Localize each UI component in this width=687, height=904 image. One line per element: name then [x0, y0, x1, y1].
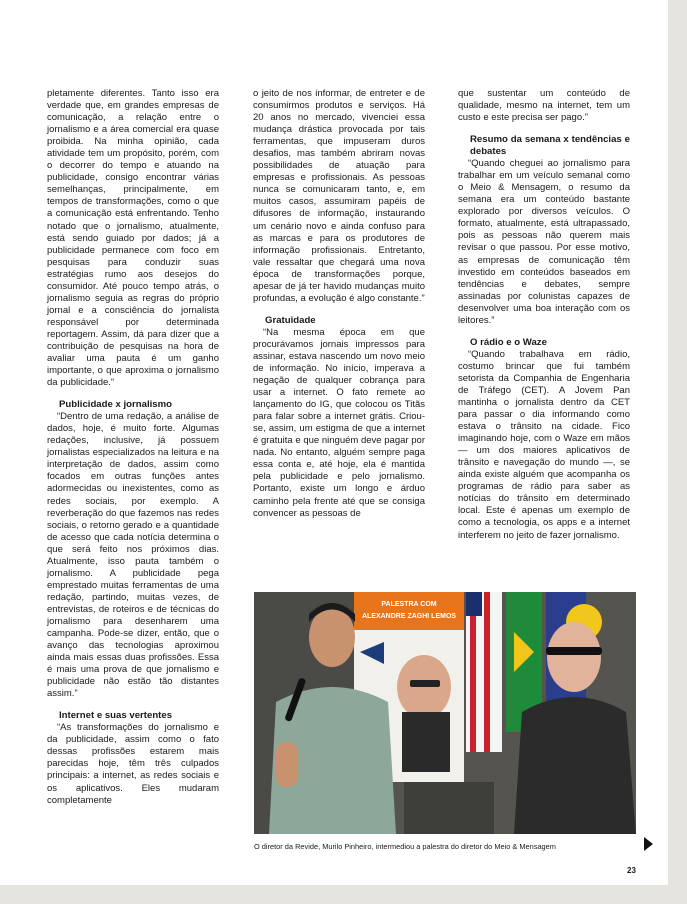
banner-text-2: ALEXANDRE ZAGHI LEMOS	[361, 613, 457, 620]
section-heading: Gratuidade	[265, 314, 316, 326]
paragraph: “Dentro de uma redação, a análise de dados, hoje, é muito forte. Algumas redações, inclusive, já possuem jornalistas especializados na leitura e na interpretação de dados, assim como focados em outras funções antes adormecidas ou inexistentes, como as redes sociais, por exemplo. A reverberação do que fazemos nas redes sociais, o retorno gerado e a quantidade de acesso que cada notícia determina o que será feito nos próximos dias. Atualmente, isso pauta também o jornalismo. A publicidade pega emprestado muitas ferramentas de uma redação, partindo, muitas vezes, de entrevistas, de roteiros e de técnicas do jornalismo para desenharem uma campanha. Pode-se dizer, então, que o avanço das tecnologias aproximou ainda mais essas duas profissões. Essa é mais uma prova de que jornalismo e publicidade não estão tão distantes assim.”	[47, 411, 219, 700]
section-heading: Publicidade x jornalismo	[59, 399, 173, 411]
paragraph: “As transformações do jornalismo e da publicidade, assim como o fato dessas profissões estarem mais parecidas hoje, têm três culpados principais: a internet, as redes sociais e os aplicativos. Eles mudaram completamente	[47, 722, 219, 806]
text-column-3	[458, 88, 630, 542]
page-number: 23	[627, 866, 636, 875]
paragraph: “Quando cheguei ao jornalismo para trabalhar em um veículo semanal como o Meio & Mensagem, o resumo da semana era um conteúdo bastante explorado por diversos veículos. O formato, atualmente, está ultrapassado, pois as pessoas não querem mais revisar o que passou. Por esse motivo, as empresas de comunicação têm investido em conteúdos baseados em tendências e debates, sempre assinadas por colunistas capazes de desenvolver uma boa interação com os leitores.”	[458, 158, 630, 326]
paragraph: “Quando trabalhava em rádio, costumo brincar que fui também setorista da Companhia de Engenharia de Tráfego (CET). A Jovem Pan mantinha o jornalista dentro da CET para passar o dia informando como estava o trânsito na cidade. Fico imaginando hoje, com o Waze em mãos — um dos maiores aplicativos de trânsito e navegação do mundo —, se ainda existe alguém que acompanha os programas de rádio para saber as notícias do trânsito em determinado local. Este é apenas um exemplo de como a tecnologia, os apps e a internet interferem no jeito de fazer jornalismo.	[458, 348, 630, 541]
paragraph: “Na mesma época em que procurávamos jornais impressos para assinar, estava nascendo um novo meio de informação. No início, imperava a negação de qualquer cobrança para usar a internet. O fato remete ao lançamento do IG, que colocou os Titãs para falar sobre a internet grátis. Criou-se, assim, um estigma de que a internet é gratuita e que ninguém deve pagar por nada. No entanto, alguém sempre paga essa conta e, até hoje, ela é mantida pela publicidade e pelo jornalismo. Portanto, existe um longo e árduo caminho pela frente até que se consiga convencer as pessoas de	[253, 326, 425, 519]
paragraph: que sustentar um conteúdo de qualidade, mesmo na internet, tem um custo e este precisa ser pago.”	[458, 88, 630, 124]
text-column-1	[47, 88, 219, 807]
banner-text-1: PALESTRA COM	[381, 601, 437, 608]
event-photo	[254, 592, 636, 834]
paragraph: o jeito de nos informar, de entreter e de consumirmos produtos e serviços. Há 20 anos no mercado, vivenciei essa mudança drástica provocada por tais ferramentas, que impuseram duros desafios, mas também abriram novas possibilidades de atuação para empresas e profissionais. As pessoas nunca se comunicaram tanto, e, em muitos casos, assumiram papéis de difusores de informação, instaurando um cenário novo e ainda confuso para as marcas e para os produtores de informação profissionais. Entretanto, vale ressaltar que chegará uma nova época de transformações porque, apesar de já ter havido mudanças muito profundas, a evolução é algo constante.”	[253, 88, 425, 304]
text-column-2	[253, 88, 425, 520]
section-heading: Internet e suas vertentes	[59, 710, 173, 722]
photo-caption: O diretor da Revide, Murilo Pinheiro, intermediou a palestra do diretor do Meio & Mensagem	[254, 842, 556, 851]
section-heading: O rádio e o Waze	[470, 336, 547, 348]
photo-illustration	[254, 592, 636, 834]
next-page-arrow-icon	[644, 837, 653, 851]
section-heading: Resumo da semana x tendências e debates	[470, 134, 630, 158]
paragraph: pletamente diferentes. Tanto isso era verdade que, em grandes empresas de comunicação, a relação entre o jornalismo e a área comercial era quase proibida. Na minha opinião, cada atividade tem um propósito, porém, com o decorrer do tempo e atuando na publicidade, consigo encontrar várias semelhanças, principalmente, em tempos de transformações, como o que a comunicação está enfrentando. Tenho notado que o jornalismo, atualmente, está sendo guiado por dados; já a publicidade permanece com foco em pesquisas para conduzir suas estratégias rumo aos desejos do consumidor. Até pouco tempo atrás, o jornalismo seguia as regras do próprio jornal e a consciência do jornalista responsável por determinada reportagem. Assim, dá para dizer que a contribuição de pesquisas na hora de avaliar uma pauta é um ganho importante, o que aproxima o jornalismo da publicidade.”	[47, 88, 219, 389]
